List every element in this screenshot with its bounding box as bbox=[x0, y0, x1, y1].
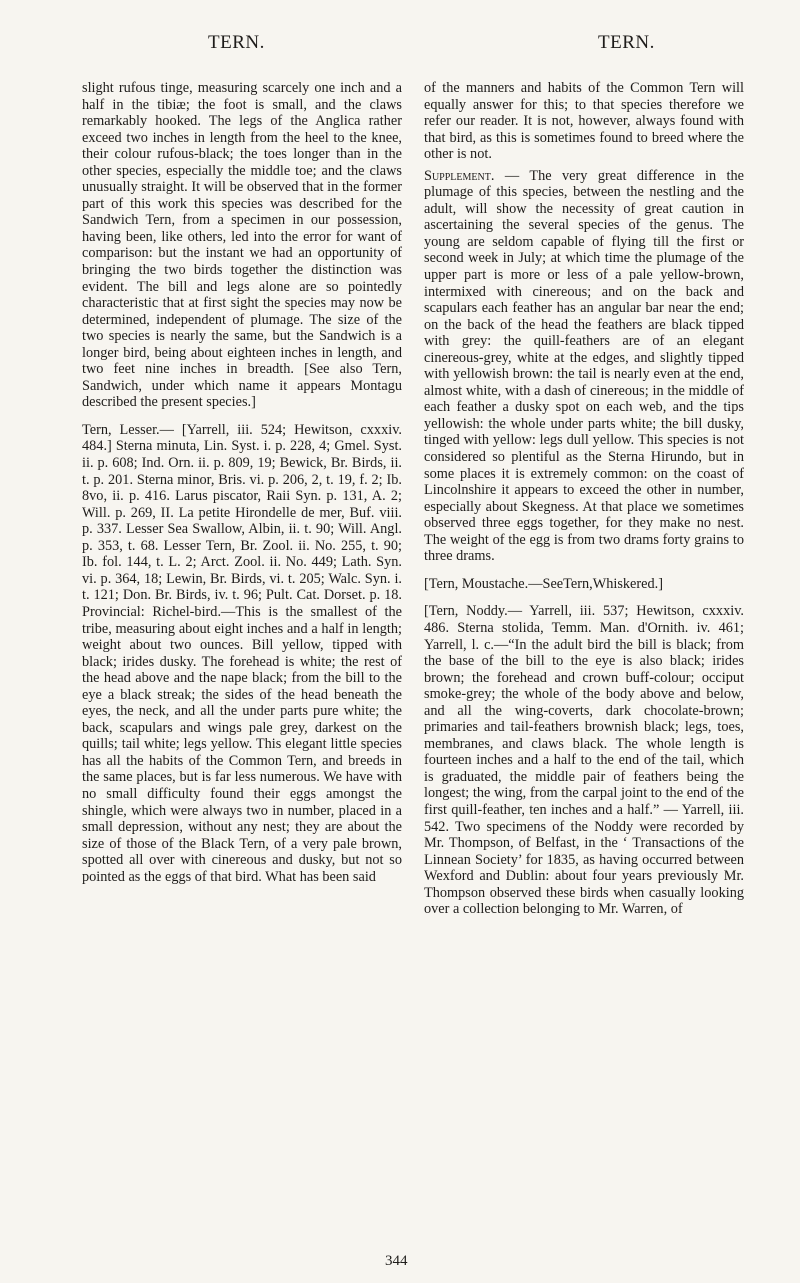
supplement-text: — The very great difference in the plumage of this species, between the nestling and the adult, will show the necessity of great caution in ascertaining the several species of the genus. The young are seldom capable of flying till the first or second week in July; at which time the plumage of the upper part is more or less of a pale yellow-brown, intermixed with cinereous; and on the back and scapulars each feather has an angular bar near the end; on the back of the head the feathers are black tipped with grey: the quill-feathers are of an elegant cinereous-grey, white at the edges, and slightly tipped with yellowish brown: the tail is nearly even at the end, almost white, with a dash of cinereous; in the middle of each feather a dusky spot on each web, and the tips yellowish: the whole under parts white; the bill dusky, tinged with yellow: legs dull yellow. This species is not considered so plentiful as the Sterna Hirundo, but in some places it is extremely common: on the coast of Lincolnshire it appears to exceed the other in number, especially about Skegness. At that place we sometimes observed three eggs together, for they make no nest. The weight of the egg is from two drams forty grains to three drams. bbox=[424, 167, 744, 565]
entry-lesser-tern: Tern, Lesser.— [Yarrell, iii. 524; Hewitson, cxxxiv. 484.] Sterna minuta, Lin. Syst. i. p. 228, 4; Gmel. Syst. ii. p. 608; Ind. Orn. ii. p. 809, 19; Bewick, Br. Birds, ii. t. p. 201. Sterna minor, Bris. vi. p. 206, 2, t. 19, f. 2; Ib. 8vo, ii. p. 416. Larus piscator, Raii Syn. p. 131, A. 2; Will. p. 269, II. La petite Hirondelle de mer, Buf. viii. p. 337. Lesser Sea Swallow, Albin, ii. t. 90; Will. Angl. p. 353, t. 68. Lesser Tern, Br. Zool. ii. No. 255, t. 90; Ib. fol. 144, t. L. 2; Arct. Zool. ii. No. 449; Lath. Syn. vi. p. 364, 18; Lewin, Br. Birds, vi. t. 205; Walc. Syn. i. t. 121; Don. Br. Birds, iv. t. 96; Pult. Cat. Dorset. p. 18. Provincial: Richel-bird.—This is the smallest of the tribe, measuring about eight inches and a half in length; weight about two ounces. Bill yellow, tipped with black; irides dusky. The forehead is white; the rest of the head above and the nape black; from the bill to the eye a black streak; the sides of the head beneath the eyes, the neck, and all the under parts pure white; the back, scapulars and wings pale grey, darkest on the quills; tail white; legs yellow. This elegant little species has all the habits of the Common Tern, and breeds in the same places, but is far less numerous. We have with no small difficulty found their eggs amongst the shingle, which were always two in number, placed in a small depression, without any nest; they are about the size of those of the Black Tern, of a very pale brown, spotted all over with cinereous and dusky, but not so pointed as the eggs of that bird. What has been said bbox=[82, 421, 402, 885]
paragraph-continuation: of the manners and habits of the Common Tern will equally answer for this; to that species therefore we refer our reader. It is not, however, always found with that bird, as this is sometimes found to breed where the other is not. bbox=[424, 80, 744, 163]
paragraph-supplement bbox=[424, 168, 744, 565]
running-header-right: TERN. bbox=[598, 32, 655, 53]
entry-noddy-tern: [Tern, Noddy.— Yarrell, iii. 537; Hewitson, cxxxiv. 486. Sterna stolida, Temm. Man. d'Ornith. iv. 461; Yarrell, l. c.—“In the adult bird the bill is black; from the base of the bill to the eye is also black; irides brown; the forehead and crown buff-colour; occiput smoke-grey; the whole of the body above and below, and all the wing-coverts, dark chocolate-brown; primaries and tail-feathers brownish black; legs, toes, membranes, and claws black. The whole length is fourteen inches and a half to the end of the tail, which is graduated, the middle pair of feathers being the longest; the wing, from the carpal joint to the end of the first quill-feather, ten inches and a half.” — Yarrell, iii. 542. Two specimens of the Noddy were recorded by Mr. Thompson, of Belfast, in the ‘ Transactions of the Linnean Society’ for 1835, as having occurred between Wexford and Dublin: about four years previously Mr. Thompson observed these birds when casually looking over a collection belonging to Mr. Warren, of bbox=[424, 603, 744, 918]
left-column bbox=[82, 80, 402, 885]
entry-moustache-tern: [Tern, Moustache.—SeeTern,Whiskered.] bbox=[424, 575, 663, 592]
paragraph-sandwich-tern-note: slight rufous tinge, measuring scarcely one inch and a half in the tibiæ; the foot is small, and the claws remarkably hooked. The legs of the Anglica rather exceed two inches in length from the heel to the knee, their colour rufous-black; the toes longer than in the other species, especially the middle toe; and the claws unusually straight. It will be observed that in the former part of this work this species was described for the Sandwich Tern, from a specimen in our possession, having been, like others, led into the error for want of comparison: but the instant we had an opportunity of bringing the two birds together the distinction was evident. The bill and legs alone are so pointedly characteristic that at first sight the species may now be determined, independent of plumage. The size of the two species is nearly the same, but the Sandwich is a longer bird, being about eighteen inches in length, and two feet nine inches in breadth. [See also Tern, Sandwich, under which name it appears Montagu described the present species.] bbox=[82, 80, 402, 411]
page-number: 344 bbox=[385, 1253, 408, 1269]
supplement-label: Supplement. bbox=[424, 167, 495, 184]
running-header-left: TERN. bbox=[208, 32, 265, 53]
right-column bbox=[424, 80, 744, 918]
